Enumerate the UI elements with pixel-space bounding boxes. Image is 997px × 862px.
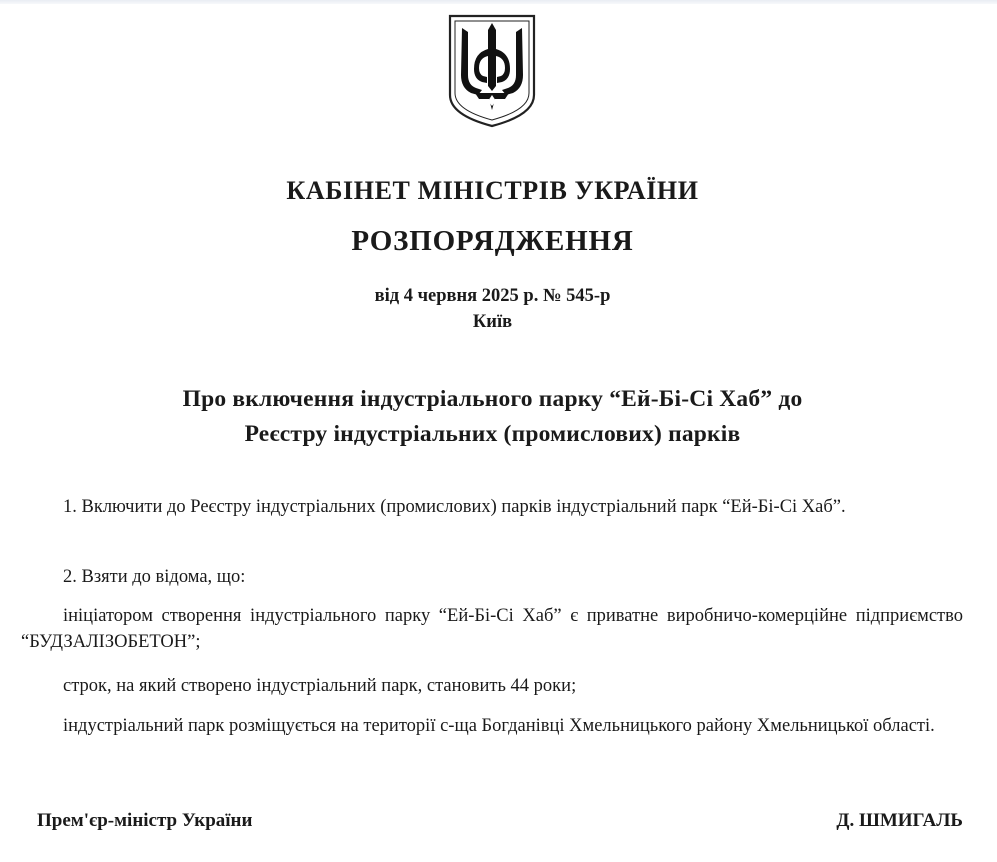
document-type-heading: РОЗПОРЯДЖЕННЯ (351, 225, 634, 257)
document-city: Київ (472, 312, 513, 332)
cabinet-heading: КАБІНЕТ МІНІСТРІВ УКРАЇНИ (286, 176, 699, 205)
top-border-strip (0, 0, 997, 4)
document-title (0, 382, 985, 452)
document-title-line-2: Реєстру індустріальних (промислових) парків (244, 421, 741, 447)
document-date-number: від 4 червня 2025 р. № 545-р (374, 286, 611, 306)
document-title-line-1: Про включення індустріального парку “Ей-Бі-Сі Хаб” до (182, 386, 803, 412)
paragraph-term: строк, на який створено індустріальний парк, становить 44 роки; (63, 676, 577, 696)
paragraph-1: 1. Включити до Реєстру індустріальних (промислових) парків індустріальний парк “Ей-Бі-Сі Хаб”. (63, 497, 846, 517)
paragraph-2: 2. Взяти до відома, що: (63, 567, 246, 587)
signatory-position: Прем'єр-міністр України (37, 810, 253, 831)
paragraph-initiator: ініціатором створення індустріального парку “Ей-Бі-Сі Хаб” є приватне виробничо-комерційне підприємство “БУДЗАЛІЗОБЕТОН”; (21, 606, 963, 652)
signatory-name: Д. ШМИГАЛЬ (836, 810, 963, 831)
paragraph-location: індустріальний парк розміщується на території с-ща Богданівці Хмельницького району Хмельницької області. (63, 716, 935, 736)
trident-coat-of-arms-icon (447, 13, 537, 129)
